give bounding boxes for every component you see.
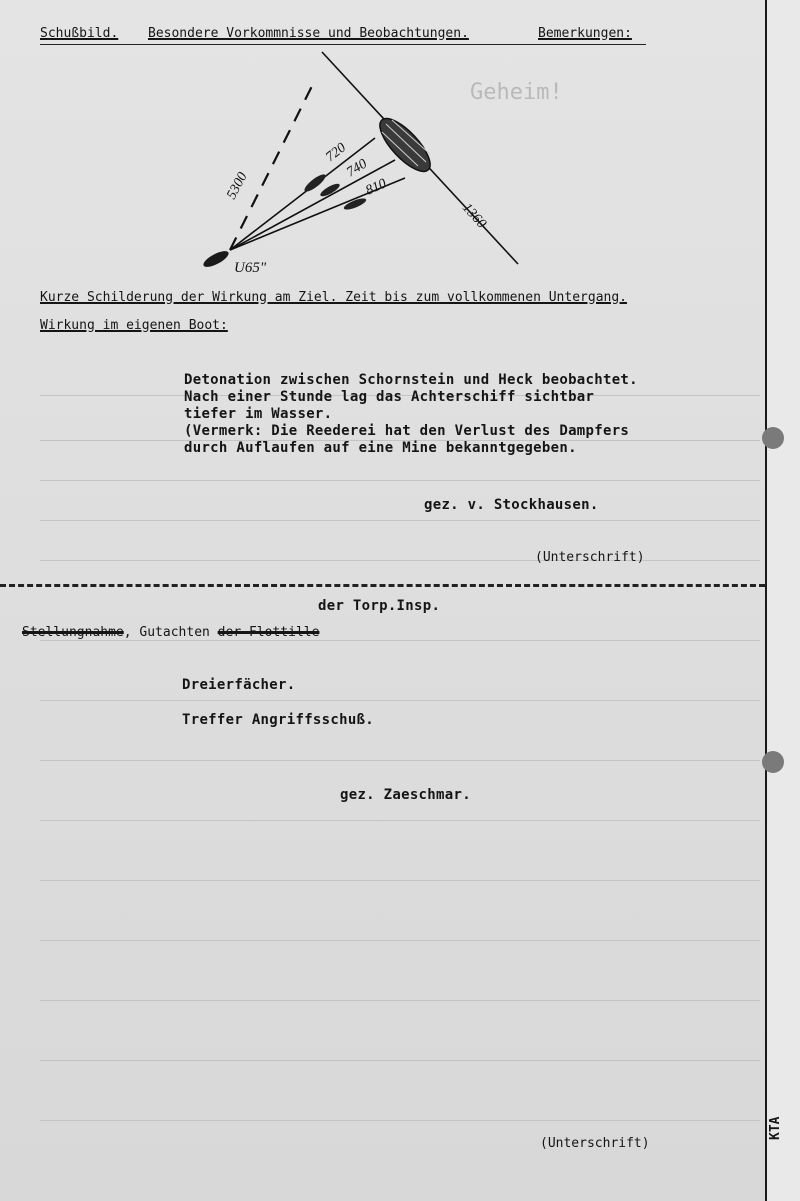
header-bemerkungen: Bemerkungen: xyxy=(538,26,632,41)
schilderung-heading: Kurze Schilderung der Wirkung am Ziel. Zeit bis zum vollkommenen Untergang. xyxy=(40,290,627,305)
treffer-line: Treffer Angriffsschuß. xyxy=(182,712,375,728)
ghost-rule xyxy=(40,700,760,701)
punch-hole xyxy=(762,751,784,773)
ghost-rule xyxy=(40,480,760,481)
signature-stockhausen: gez. v. Stockhausen. xyxy=(424,497,599,513)
unterschrift-upper: (Unterschrift) xyxy=(535,550,645,565)
ghost-rule xyxy=(40,940,760,941)
diagram-label-720: 720 xyxy=(323,140,350,166)
diagram-label-5300: 5300 xyxy=(224,170,251,202)
unterschrift-lower: (Unterschrift) xyxy=(540,1136,650,1151)
struck-stellungnahme: Stellungnahme xyxy=(22,625,124,640)
dreierfaecher-line: Dreierfächer. xyxy=(182,677,296,693)
ghost-rule xyxy=(40,880,760,881)
submarine xyxy=(201,248,230,270)
header-schussbild: Schußbild. xyxy=(40,26,119,41)
punch-hole xyxy=(762,427,784,449)
ghost-rule xyxy=(40,520,760,521)
right-margin-strip xyxy=(765,0,800,1201)
diagram-label-u65: U65" xyxy=(234,260,267,276)
ghost-rule xyxy=(40,1000,760,1001)
ghost-rule xyxy=(40,640,760,641)
gutachten-label: , Gutachten xyxy=(123,625,210,640)
signature-zaeschmar: gez. Zaeschmar. xyxy=(340,787,471,803)
header-vorkommnisse: Besondere Vorkommnisse und Beobachtungen. xyxy=(148,26,469,41)
header-rule xyxy=(40,44,646,45)
section-divider xyxy=(0,584,765,587)
inspektion-title: der Torp.Insp. xyxy=(318,598,441,614)
bearing-dashed xyxy=(230,86,312,250)
diagram-label-810: 810 xyxy=(363,176,389,199)
ghost-rule xyxy=(40,1120,760,1121)
wirkung-text: Detonation zwischen Schornstein und Heck beobachtet. Nach einer Stunde lag das Achterschiff sichtbar tiefer im Wasser. (Vermerk: Die Reederei hat den Verlust des Dampfers durch Auflaufen auf eine Mine bekanntgegeben. xyxy=(184,372,638,456)
ghost-rule xyxy=(40,560,760,561)
diagram-label-1360: 1360 xyxy=(459,200,489,232)
ghost-rule xyxy=(40,760,760,761)
diagram-label-740: 740 xyxy=(344,156,370,181)
ghost-rule xyxy=(40,1060,760,1061)
ghost-text: Geheim! xyxy=(470,80,563,105)
gutachten-line xyxy=(22,625,319,640)
shot-diagram xyxy=(190,50,530,280)
torpedo-track-720 xyxy=(230,138,375,250)
wirkung-heading: Wirkung im eigenen Boot: xyxy=(40,318,228,333)
target-ship xyxy=(372,111,437,178)
ghost-rule xyxy=(40,820,760,821)
torpedo-track-740 xyxy=(230,160,395,250)
struck-flottille: der Flottille xyxy=(217,625,320,640)
margin-mark: KTA xyxy=(768,1116,783,1140)
